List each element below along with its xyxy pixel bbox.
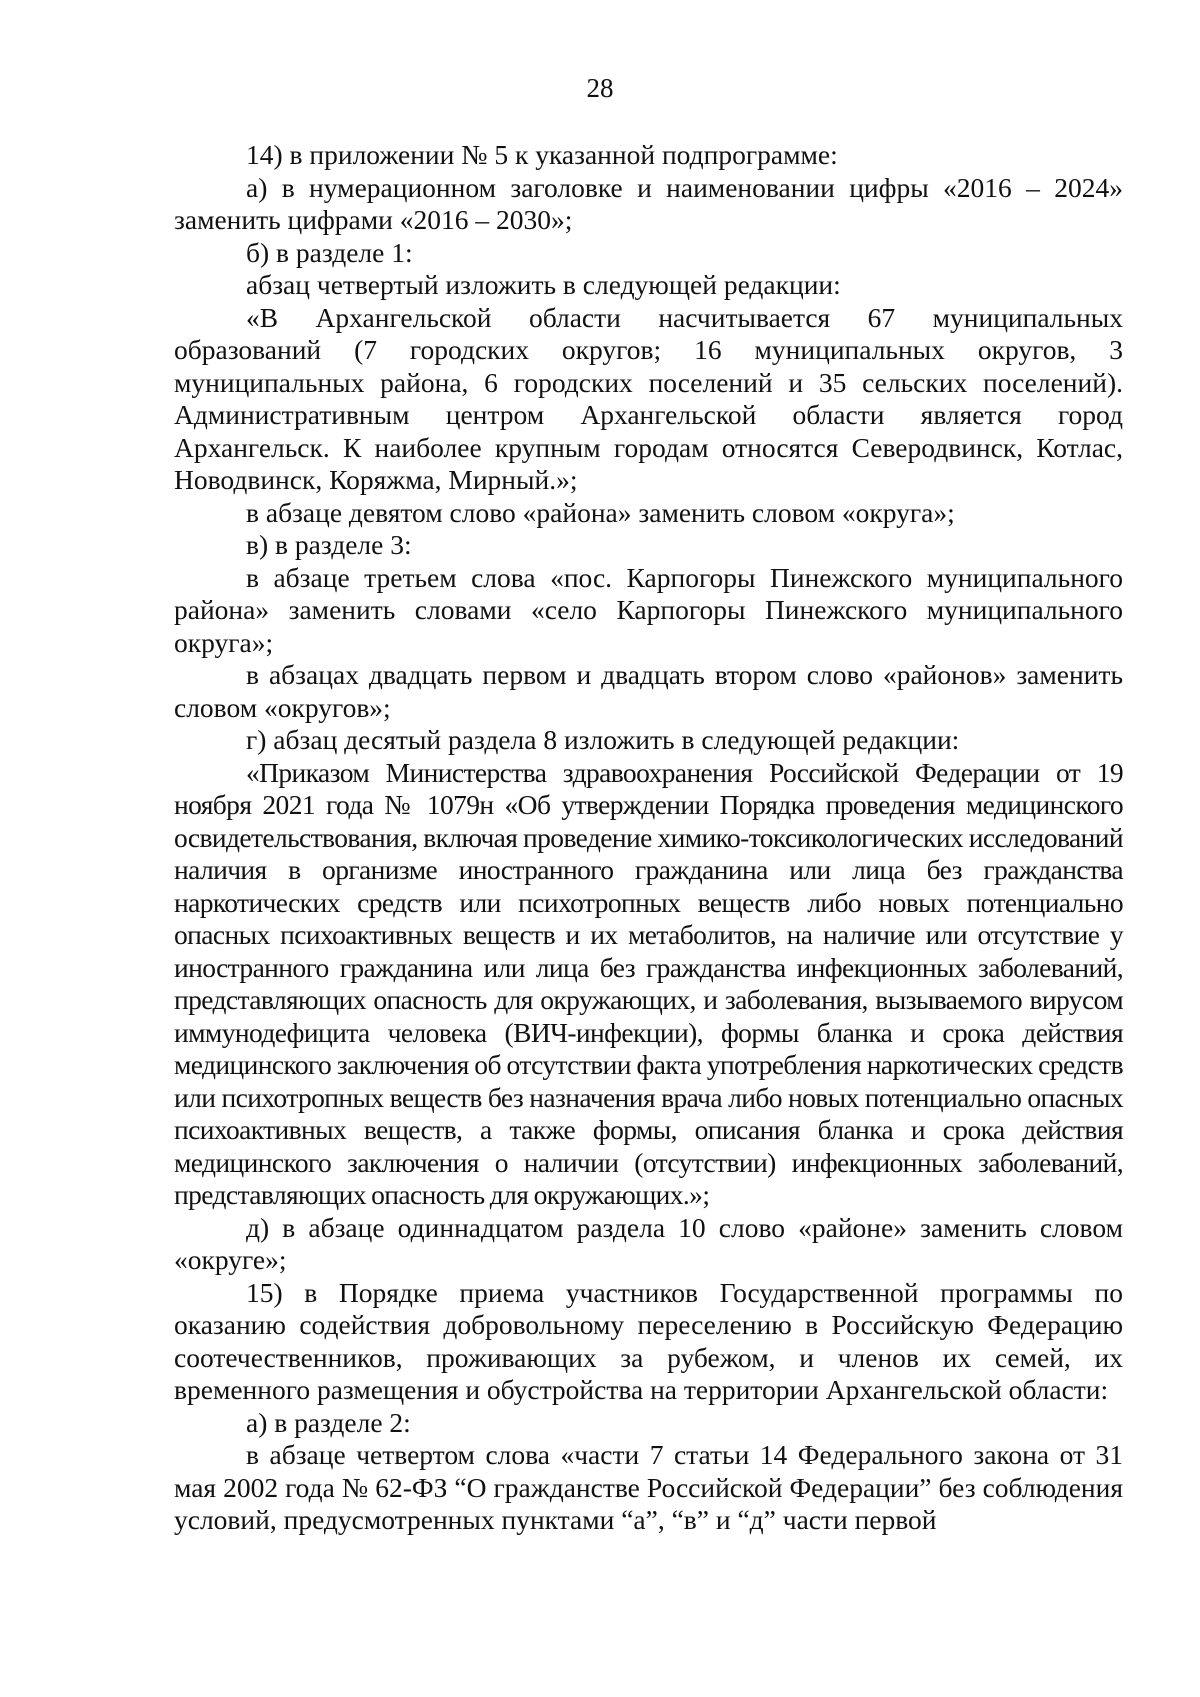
paragraph-subitem-a: а) в нумерационном заголовке и наименовании цифры «2016 – 2024» заменить цифрами «2016 – 2030»; (174, 171, 1123, 235)
paragraph-abzac-ninth: в абзаце девятом слово «района» заменить словом «округа»; (246, 496, 955, 528)
paragraph-item-15: 15) в Порядке приема участников Государственной программы по оказанию содействия добровольному переселению в Российскую Федерацию соотечественников, проживающих за рубежом, и членов их семей, их временного размещения и обустройства на территории Архангельской области: (174, 1276, 1123, 1405)
paragraph-abzac-fourth: абзац четвертый изложить в следующей редакции: (246, 269, 841, 300)
paragraph-subitem-b: б) в разделе 1: (246, 236, 413, 268)
paragraph-subitem-a-2: а) в разделе 2: (246, 1406, 411, 1438)
paragraph-quote-order: «Приказом Министерства здравоохранения Российской Федерации от 19 ноября 2021 года № 1079н «Об утверждении Порядка проведения медицинского освидетельствования, включая проведение химико-токсикологических исследований наличия в организме иностранного гражданина или лица без гражданства наркотических средств или психотропных веществ либо новых потенциально опасных психоактивных веществ и их метаболитов, на наличие или отсутствие у иностранного гражданина или лица без гражданства инфекционных заболеваний, представляющих опасность для окружающих, и заболевания, вызываемого вирусом иммунодефицита человека (ВИЧ-инфекции), формы бланка и срока действия медицинского заключения об отсутствии факта употребления наркотических средств или психотропных веществ без назначения врача либо новых потенциально опасных психоактивных веществ, а также формы, описания бланка и срока действия медицинского заключения о наличии (отсутствии) инфекционных заболеваний, представляющих опасность для окружающих.»; (174, 756, 1123, 1210)
paragraph-item-14: 14) в приложении № 5 к указанной подпрограмме: (246, 139, 838, 170)
paragraph-quote-municipalities: «В Архангельской области насчитывается 67 муниципальных образований (7 городских округов; 16 муниципальных округов, 3 муниципальных района, 6 городских поселений и 35 сельских поселений). Административным центром Архангельской области является город Архангельск. К наиболее крупным городам относятся Северодвинск, Котлас, Новодвинск, Коряжма, Мирный.»; (174, 301, 1123, 495)
paragraph-abzac-fourth-2: в абзаце четвертом слова «части 7 статьи 14 Федерального закона от 31 мая 2002 года № 62-ФЗ “О гражданстве Российской Федерации” без соблюдения условий, предусмотренных пунктами “а”, “в” и “д” части первой (174, 1439, 1123, 1535)
document-body (174, 139, 1123, 1537)
paragraph-subitem-g: г) абзац десятый раздела 8 изложить в следующей редакции: (246, 724, 960, 755)
paragraph-subitem-v: в) в разделе 3: (246, 529, 412, 560)
paragraph-abzac-21-22: в абзацах двадцать первом и двадцать втором слово «районов» заменить словом «округов»; (174, 659, 1123, 723)
paragraph-abzac-third: в абзаце третьем слова «пос. Карпогоры Пинежского муниципального района» заменить словами «село Карпогоры Пинежского муниципального округа»; (174, 561, 1123, 658)
page-number: 28 (586, 73, 614, 103)
paragraph-subitem-d: д) в абзаце одиннадцатом раздела 10 слово «районе» заменить словом «округе»; (174, 1211, 1123, 1275)
